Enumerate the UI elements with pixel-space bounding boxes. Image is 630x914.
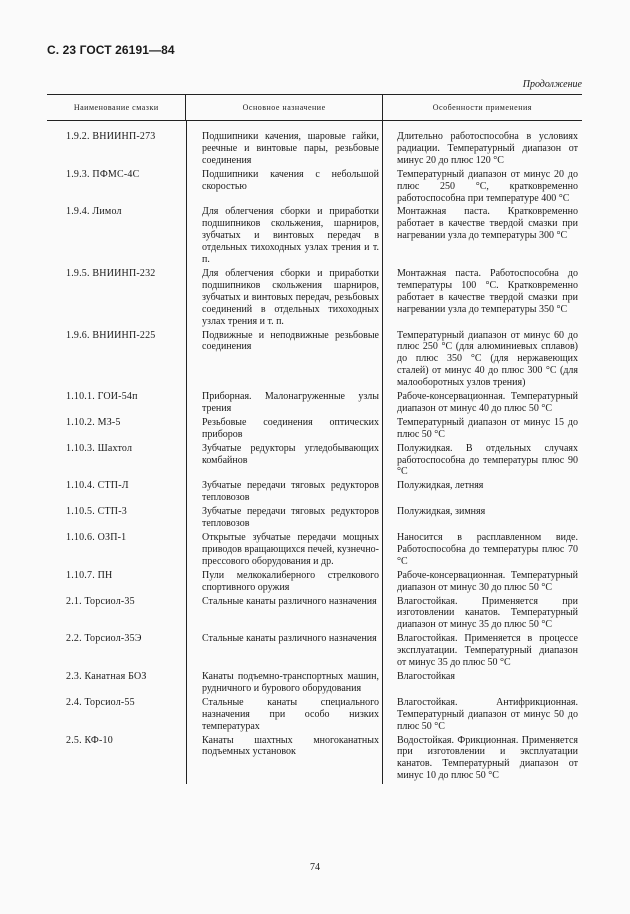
lubricant-name: 1.9.5. ВНИИНП-232 (66, 267, 156, 279)
column-divider (382, 121, 383, 784)
table-row (47, 697, 582, 733)
table-row (47, 596, 582, 632)
lubricant-name: 1.10.7. ПН (66, 569, 113, 581)
lubricant-name: 1.9.3. ПФМС-4С (66, 168, 140, 180)
continuation-label: Продолжение (522, 79, 582, 90)
table-row (47, 570, 582, 594)
application-features: Влагостойкая. Применяется при изготовлении канатов. Температурный диапазон от минус 35 до плюс 50 °С (397, 595, 578, 631)
column-header-features: Особенности применения (382, 95, 582, 120)
main-purpose: Для облегчения сборки и приработки подшипников скольжения шарниров, зубчатых и винтовых передач, резьбовых соединений в отдельных тихоходных узлах трения и т. п. (202, 267, 379, 327)
main-purpose: Канаты шахтных многоканатных подъемных установок (202, 734, 379, 758)
table-header (47, 94, 582, 121)
application-features: Полужидкая, зимняя (397, 506, 486, 518)
main-purpose: Зубчатые передачи тяговых редукторов тепловозов (202, 480, 379, 504)
main-purpose: Канаты подъемно-транспортных машин, рудничного и бурового оборудования (202, 670, 379, 694)
lubricant-name: 1.10.3. Шахтол (66, 442, 133, 454)
lubricant-name: 2.3. Канатная БОЗ (66, 670, 147, 682)
main-purpose: Подшипники качения с небольшой скоростью (202, 168, 379, 192)
column-divider (186, 121, 187, 784)
page-number: 74 (310, 862, 320, 873)
application-features: Влагостойкая (397, 670, 455, 682)
lubricant-name: 1.9.4. Лимол (66, 206, 122, 218)
main-purpose: Зубчатые передачи тяговых редукторов тепловозов (202, 506, 379, 530)
application-features: Монтажная паста. Работоспособна до температуры 100 °С. Кратковременно работает в качестве твердой смазки при нагревании узла до температуры 350 °С (397, 267, 578, 315)
lubricant-name: 1.9.6. ВНИИНП-225 (66, 329, 156, 341)
application-features: Влагостойкая. Применяется в процессе эксплуатации. Температурный диапазон от минус 35 до плюс 50 °С (397, 633, 578, 669)
table-rows (47, 121, 582, 784)
application-features: Рабоче-консервационная. Температурный диапазон от минус 40 до плюс 50 °С (397, 391, 578, 414)
lubricant-name: 1.10.1. ГОИ-54п (66, 391, 138, 403)
main-purpose: Открытые зубчатые передачи мощных приводов вращающихся печей, кузнечно-прессового оборудования и др. (202, 532, 379, 567)
main-purpose: Стальные канаты различного назначения (202, 595, 377, 607)
main-purpose: Подвижные и неподвижные резьбовые соединения (202, 329, 379, 353)
table-body (47, 121, 582, 784)
application-features: Полужидкая. В отдельных случаях работоспособна до температуры плюс 90 °С (397, 442, 578, 478)
application-features: Водостойкая. Фрикционная. Применяется при изготовлении и эксплуатации канатов. Температурный диапазон от минус 10 до плюс 50 °С (397, 734, 578, 782)
lubricant-name: 1.10.6. ОЗП-1 (66, 532, 127, 543)
page-header: С. 23 ГОСТ 26191—84 (47, 43, 175, 57)
main-purpose: Для облегчения сборки и приработки подшипников скольжения, шарниров, зубчатых и винтовых передач в отдельных тихоходных узлах трения и т. п. (202, 206, 379, 266)
table-row (47, 443, 582, 479)
lubricant-name: 1.9.2. ВНИИНП-273 (66, 131, 156, 142)
table-row (47, 206, 582, 266)
application-features: Влагостойкая. Антифрикционная. Температурный диапазон от минус 50 до плюс 50 °С (397, 696, 578, 732)
main-purpose: Резьбовые соединения оптических приборов (202, 416, 379, 440)
main-purpose: Стальные канаты специального назначения при особо низких температурах (202, 696, 379, 732)
main-purpose: Подшипники качения, шаровые гайки, реечные и винтовые пары, резьбовые соединения (202, 131, 379, 166)
table-row (47, 633, 582, 669)
application-features: Длительно работоспособна в условиях радиации. Температурный диапазон от минус 20 до плюс 120 °С (397, 131, 578, 166)
lubricant-name: 2.2. Торсиол-35Э (66, 633, 142, 645)
table-row (47, 417, 582, 441)
table-row (47, 169, 582, 205)
main-purpose: Приборная. Малонагруженные узлы трения (202, 391, 379, 414)
lubricant-name: 1.10.4. СТП-Л (66, 480, 129, 492)
lubricant-name: 1.10.2. МЗ-5 (66, 416, 121, 428)
lubricant-name: 2.5. КФ-10 (66, 734, 113, 746)
lubricants-table (47, 94, 582, 784)
application-features: Температурный диапазон от минус 60 до плюс 250 °С (для алюминиевых сплавов) до плюс 350 °С (для нержавеющих сталей) от минус 40 до плюс 300 °С (для малооборотных узлов трения) (397, 329, 578, 389)
application-features: Полужидкая, летняя (397, 480, 484, 492)
lubricant-name: 2.4. Торсиол-55 (66, 696, 135, 708)
main-purpose: Пули мелкокалиберного стрелкового спортивного оружия (202, 569, 379, 593)
table-row (47, 131, 582, 167)
application-features: Температурный диапазон от минус 20 до плюс 250 °С, кратковременно работоспособна при температуре 400 °С (397, 168, 578, 204)
application-features: Монтажная паста. Кратковременно работает в качестве твердой смазки при нагревании узла до температуры 300 °С (397, 206, 578, 242)
table-row (47, 532, 582, 568)
table-row (47, 671, 582, 695)
table-row (47, 330, 582, 390)
lubricant-name: 2.1. Торсиол-35 (66, 595, 135, 607)
application-features: Наносится в расплавленном виде. Работоспособна до температуры плюс 70 °С (397, 532, 578, 567)
table-row (47, 391, 582, 415)
column-header-name: Наименование смазки (73, 103, 159, 112)
table-row (47, 480, 582, 504)
column-header-purpose: Основное назначение (185, 95, 381, 120)
main-purpose: Зубчатые редукторы угледобывающих комбайнов (202, 442, 379, 466)
application-features: Рабоче-консервационная. Температурный диапазон от минус 30 до плюс 50 °С (397, 569, 578, 593)
table-row (47, 506, 582, 530)
main-purpose: Стальные канаты различного назначения (202, 633, 377, 645)
table-row (47, 735, 582, 783)
table-row (47, 268, 582, 328)
application-features: Температурный диапазон от минус 15 до плюс 50 °С (397, 416, 578, 440)
lubricant-name: 1.10.5. СТП-3 (66, 506, 127, 518)
